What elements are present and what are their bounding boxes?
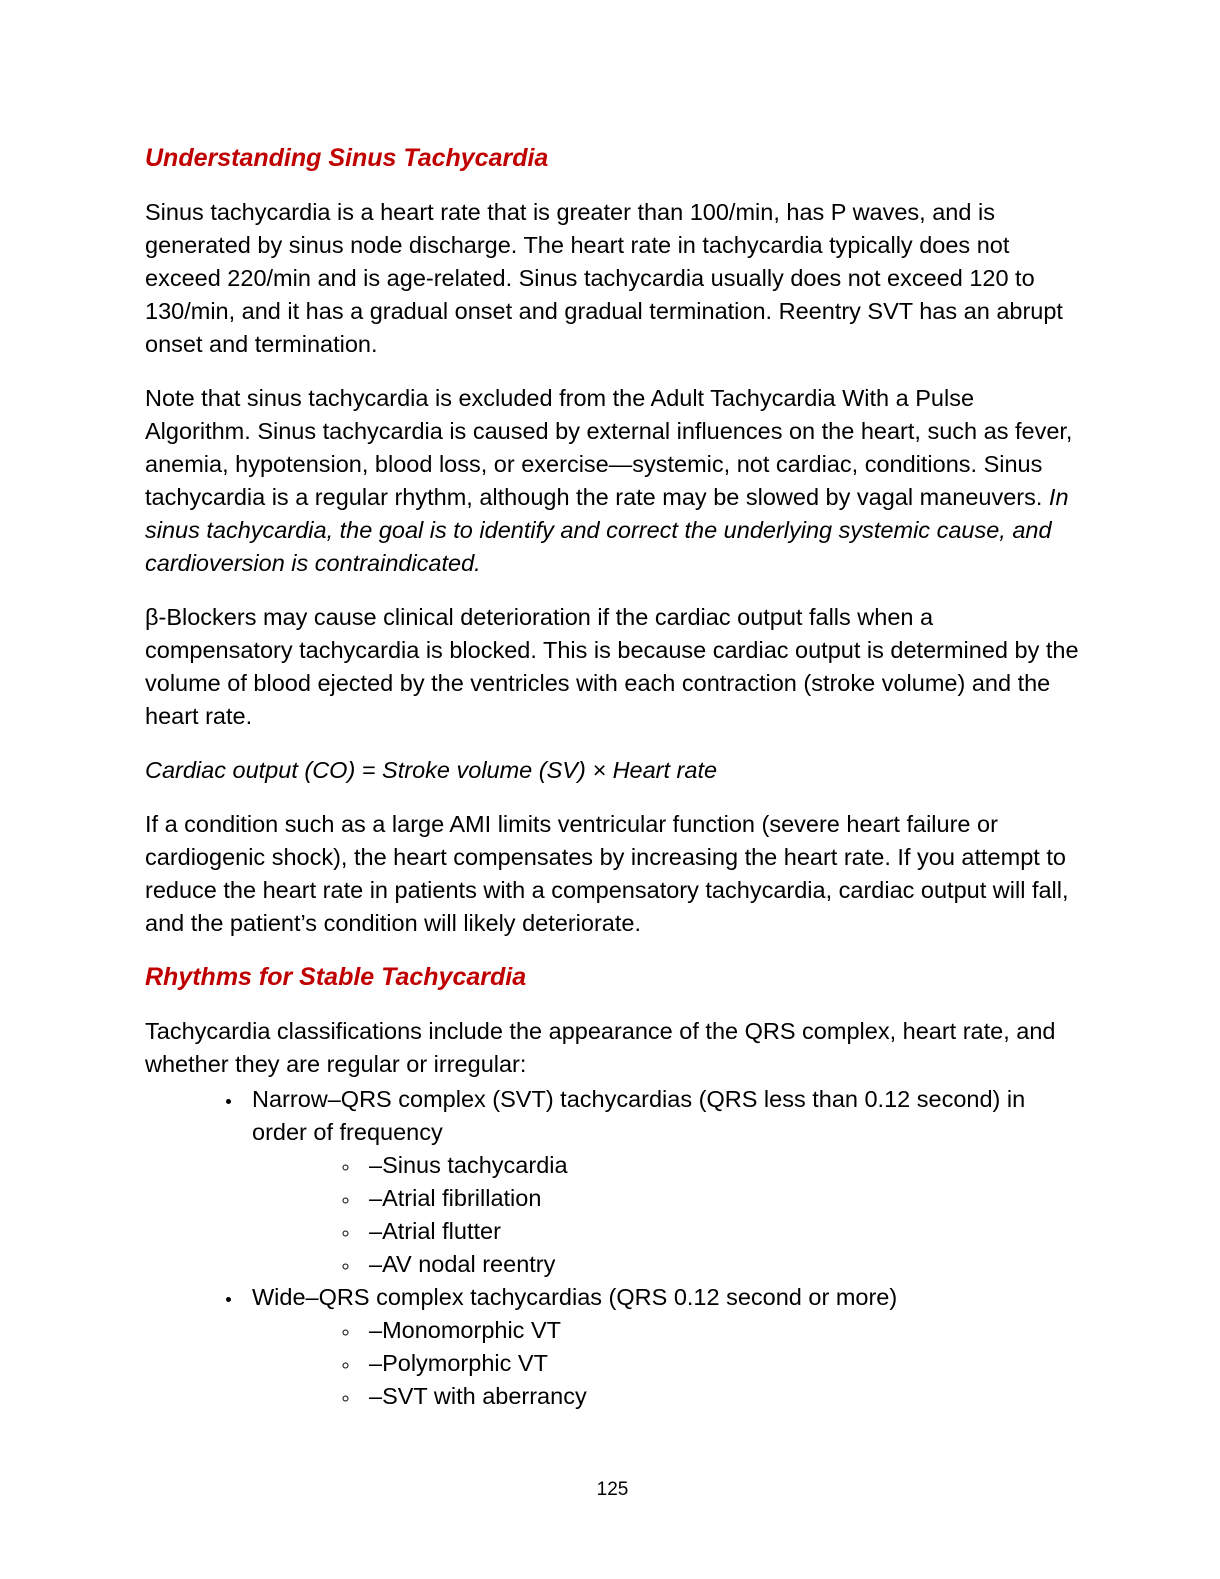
wide-qrs-sublist bbox=[252, 1314, 1080, 1413]
list-item-narrow-qrs-label: Narrow–QRS complex (SVT) tachycardias (QRS less than 0.12 second) in order of frequency bbox=[252, 1086, 1026, 1145]
cardiac-output-formula: Cardiac output (CO) = Stroke volume (SV) × Heart rate bbox=[145, 757, 718, 783]
section-heading-understanding-sinus-tachycardia: Understanding Sinus Tachycardia bbox=[145, 144, 549, 172]
paragraph-beta-blockers: β-Blockers may cause clinical deterioration if the cardiac output falls when a compensatory tachycardia is blocked. This is because cardiac output is determined by the volume of blood ejected by the ventricles with each contraction (stroke volume) and the heart rate. bbox=[145, 604, 1079, 729]
tachycardia-classification-list bbox=[145, 1083, 1080, 1413]
paragraph-sinus-tachycardia-definition: Sinus tachycardia is a heart rate that is greater than 100/min, has P waves, and is generated by sinus node discharge. The heart rate in tachycardia typically does not exceed 220/min and is age-related. Sinus tachycardia usually does not exceed 120 to 130/min, and it has a gradual onset and gradual termination. Reentry SVT has an abrupt onset and termination. bbox=[145, 199, 1063, 357]
paragraph-excluded-normal-text: Note that sinus tachycardia is excluded from the Adult Tachycardia With a Pulse Algorithm. Sinus tachycardia is caused by external influences on the heart, such as fever, anemia, hypotension, blood loss, or exercise—systemic, not cardiac, conditions. Sinus tachycardia is a regular rhythm, although the rate may be slowed by vagal maneuvers. bbox=[145, 385, 1073, 510]
narrow-qrs-sublist bbox=[252, 1149, 1080, 1281]
list-item-atrial-fibrillation: ◦ –Atrial fibrillation bbox=[360, 1182, 1080, 1215]
paragraph-excluded-italic-text: In sinus tachycardia, the goal is to identify and correct the underlying systemic cause, and cardioversion is contraindicated. bbox=[145, 484, 1069, 576]
list-item-wide-qrs bbox=[243, 1281, 1080, 1413]
list-item-sinus-tachycardia: ◦ –Sinus tachycardia bbox=[360, 1149, 1080, 1182]
list-item-narrow-qrs bbox=[243, 1083, 1080, 1281]
section-heading-rhythms-for-stable-tachycardia: Rhythms for Stable Tachycardia bbox=[145, 963, 527, 991]
paragraph-compensatory-tachycardia: If a condition such as a large AMI limits ventricular function (severe heart failure or cardiogenic shock), the heart compensates by increasing the heart rate. If you attempt to reduce the heart rate in patients with a compensatory tachycardia, cardiac output will fall, and the patient’s condition will likely deteriorate. bbox=[145, 811, 1069, 936]
list-item-wide-qrs-label: Wide–QRS complex tachycardias (QRS 0.12 second or more) bbox=[252, 1284, 898, 1310]
list-item-atrial-flutter: ◦ –Atrial flutter bbox=[360, 1215, 1080, 1248]
list-item-av-nodal-reentry: ◦ –AV nodal reentry bbox=[360, 1248, 1080, 1281]
paragraph-excluded-from-algorithm bbox=[145, 382, 1080, 580]
list-item-svt-with-aberrancy: ◦ –SVT with aberrancy bbox=[360, 1380, 1080, 1413]
list-item-monomorphic-vt: ◦ –Monomorphic VT bbox=[360, 1314, 1080, 1347]
page-number: 125 bbox=[596, 1479, 629, 1500]
list-item-polymorphic-vt: ◦ –Polymorphic VT bbox=[360, 1347, 1080, 1380]
paragraph-tachycardia-classifications: Tachycardia classifications include the appearance of the QRS complex, heart rate, and whether they are regular or irregular: bbox=[145, 1018, 1056, 1077]
